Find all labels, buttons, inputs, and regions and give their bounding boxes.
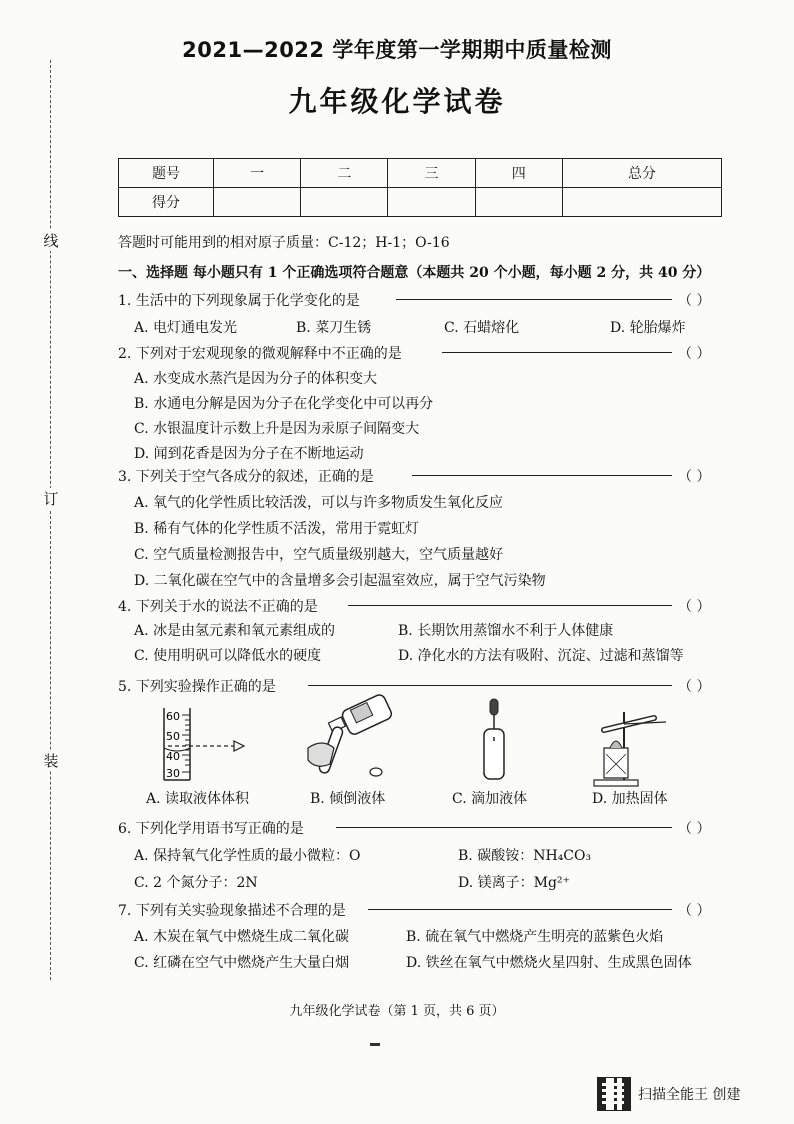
option-d: D. 镁离子：Mg²⁺ [458,875,570,891]
option-c: C. 2 个氮分子：2N [134,875,258,891]
answer-leader-line [368,909,672,910]
scale-tick-label: 30 [166,767,180,780]
option-a: A. 保持氧气化学性质的最小微粒：O [134,848,361,864]
option-a: A. 读取液体体积 [146,791,250,807]
option-d: D. 净化水的方法有吸附、沉淀、过滤和蒸馏等 [398,648,684,664]
option-a: A. 电灯通电发光 [134,320,238,336]
question-stem: 4. 下列关于水的说法不正确的是 [118,599,318,615]
option-c: C. 石蜡熔化 [444,320,520,336]
option-a: A. 冰是由氢元素和氧元素组成的 [134,623,336,639]
exam-title: 2021—2022 学年度第一学期期中质量检测 [182,38,612,62]
option-d: D. 加热固体 [592,791,668,807]
score-table-col: 三 [388,159,475,188]
option-b: B. 菜刀生锈 [296,320,372,336]
score-table-col: 总分 [562,159,721,188]
figure-read-volume [150,700,260,785]
exam-subtitle: 九年级化学试卷 [288,85,506,118]
section-heading: 一、选择题 每小题只有 1 个正确选项符合题意（本题共 20 个小题，每小题 2 分，共 40 分） [118,265,711,281]
option-b: B. 水通电分解是因为分子在化学变化中可以再分 [134,396,434,412]
atomic-masses-note: 答题时可能用到的相对原子质量：C-12；H-1；O-16 [118,235,450,251]
option-d: D. 铁丝在氧气中燃烧火星四射、生成黑色固体 [406,955,692,971]
question-stem: 6. 下列化学用语书写正确的是 [118,821,304,837]
score-table [118,158,722,217]
answer-leader-line [442,352,672,353]
score-cell[interactable] [301,188,388,217]
score-table-row-header: 得分 [119,188,214,217]
option-a: A. 水变成水蒸汽是因为分子的体积变大 [134,371,378,387]
answer-leader-line [336,827,672,828]
scanner-watermark: 扫描全能王 创建 [638,1087,741,1103]
score-cell[interactable] [388,188,475,217]
answer-paren[interactable]: （ ） [678,821,711,837]
score-table-header-row [119,159,722,188]
answer-paren[interactable]: （ ） [678,293,711,309]
question-stem: 5. 下列实验操作正确的是 [118,679,276,695]
question-stem: 7. 下列有关实验现象描述不合理的是 [118,903,346,919]
option-a: A. 木炭在氧气中燃烧生成二氧化碳 [134,929,350,945]
option-c: C. 使用明矾可以降低水的硬度 [134,648,322,664]
option-b: B. 长期饮用蒸馏水不利于人体健康 [398,623,614,639]
scale-tick-label: 60 [166,710,180,723]
answer-leader-line [396,299,672,300]
answer-paren[interactable]: （ ） [678,903,711,919]
answer-paren[interactable]: （ ） [678,469,711,485]
score-cell[interactable] [562,188,721,217]
option-b: B. 倾倒液体 [310,791,386,807]
option-d: D. 轮胎爆炸 [610,320,686,336]
page-footer: 九年级化学试卷（第 1 页，共 6 页） [289,1004,505,1019]
option-b: B. 碳酸铵：NH₄CO₃ [458,848,592,864]
option-c: C. 滴加液体 [452,791,528,807]
score-table-col: 一 [214,159,301,188]
answer-leader-line [308,685,672,686]
option-c: C. 水银温度计示数上升是因为汞原子间隔变大 [134,421,420,437]
figure-pour-liquid [296,690,406,785]
scan-speck [370,1043,380,1046]
option-b: B. 硫在氧气中燃烧产生明亮的蓝紫色火焰 [406,929,664,945]
figure-dropper [470,695,530,785]
answer-paren[interactable]: （ ） [678,346,711,362]
option-a: A. 氧气的化学性质比较活泼，可以与许多物质发生氧化反应 [134,495,504,511]
qr-code-icon [597,1077,631,1111]
option-c: C. 空气质量检测报告中，空气质量级别越大，空气质量越好 [134,547,504,563]
score-table-row-header: 题号 [119,159,214,188]
answer-paren[interactable]: （ ） [678,679,711,695]
binding-dashed-line [50,60,51,980]
score-table-score-row [119,188,722,217]
option-d: D. 闻到花香是因为分子在不断地运动 [134,446,364,462]
option-b: B. 稀有气体的化学性质不活泼，常用于霓虹灯 [134,521,420,537]
score-cell[interactable] [475,188,562,217]
question-stem: 3. 下列关于空气各成分的叙述，正确的是 [118,469,374,485]
binding-char-xian: 线 [40,230,62,251]
score-table-col: 二 [301,159,388,188]
score-cell[interactable] [214,188,301,217]
figure-heat-solid [590,708,690,788]
answer-leader-line [348,605,672,606]
binding-char-ding: 订 [40,488,62,509]
scale-tick-label: 50 [166,730,180,743]
answer-leader-line [412,475,672,476]
question-stem: 2. 下列对于宏观现象的微观解释中不正确的是 [118,346,402,362]
binding-char-zhuang: 装 [40,750,62,771]
option-d: D. 二氧化碳在空气中的含量增多会引起温室效应，属于空气污染物 [134,573,546,589]
score-table-col: 四 [475,159,562,188]
answer-paren[interactable]: （ ） [678,599,711,615]
scale-tick-label: 40 [166,750,180,763]
option-c: C. 红磷在空气中燃烧产生大量白烟 [134,955,350,971]
question-stem: 1. 生活中的下列现象属于化学变化的是 [118,293,360,309]
